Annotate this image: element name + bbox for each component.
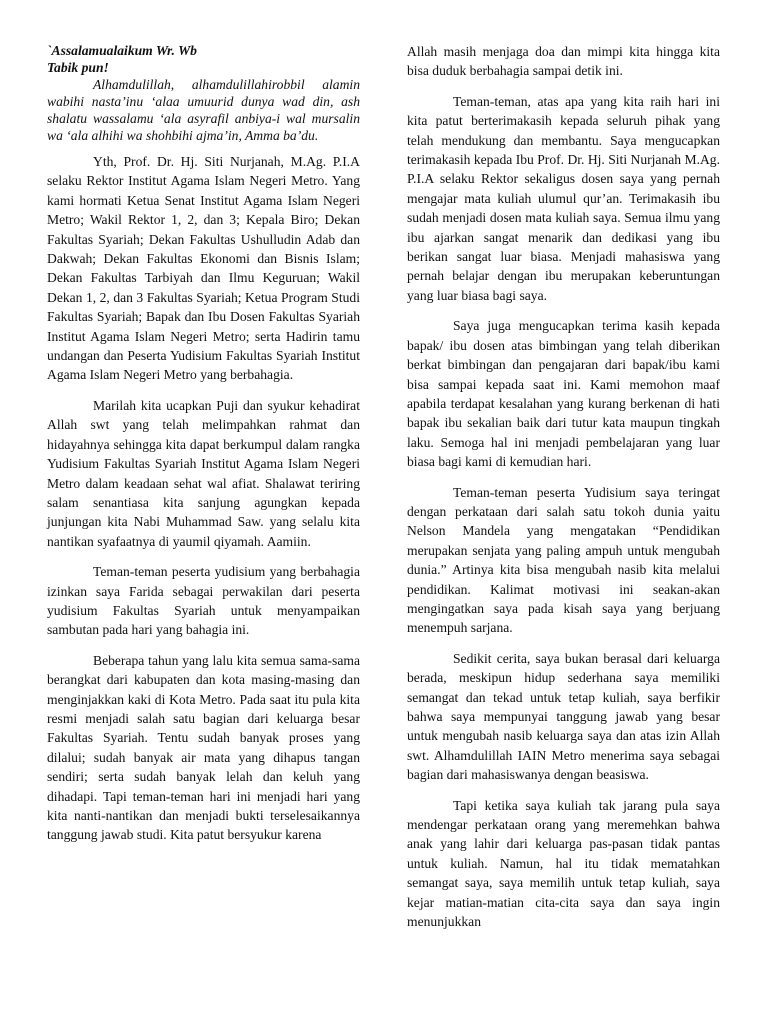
continuation-paragraph: Allah masih menjaga doa dan mimpi kita hingga kita bisa duduk berbahagia sampai detik ini. xyxy=(407,44,720,79)
mandela-quote-paragraph: Teman-teman peserta Yudisium saya teringat dengan perkataan dari salah satu tokoh dunia yaitu Nelson Mandela yang mengatakan “Pendidikan merupakan senjata yang paling ampuh untuk mengubah dunia.” Artinya kita bisa mengubah nasib kita melalui pendidikan. Kalimat motivasi ini seakan-akan mengingatkan saya pada kisah saya yang berjuang menempuh sarjana. xyxy=(407,484,720,636)
journey-paragraph: Beberapa tahun yang lalu kita semua sama-sama berangkat dari kabupaten dan kota masing-masing dan menginjakkan kaki di Kota Metro. Pada saat itu pula kita resmi menjadi salah satu bagian dari keluarga besar Fakultas Syariah. Tentu sudah banyak proses yang dilalui; sudah banyak air mata yang dihapus tangan sendiri; serta sudah banyak lelah dan keluh yang dihadapi. Tapi teman-teman hari ini menjadi hari yang kita nanti-nantikan dan menjadi bukti terselesaikannya tanggung jawab studi. Kita patut bersyukur karena xyxy=(47,652,360,843)
greeting-salam: `Assalamualaikum Wr. Wb xyxy=(47,43,197,58)
left-column xyxy=(47,42,360,856)
opening-prayer: Alhamdulillah, alhamdulillahirobbil alamin wabihi nasta’inu ‘alaa umuurid dunya wad din, ash shalatu wassalamu ‘ala asyrafil anbiya-i wal mursalin wa ‘ala alhihi wa shohbihi ajma’in, Amma ba’du. xyxy=(47,77,360,143)
perseverance-paragraph: Tapi ketika saya kuliah tak jarang pula saya mendengar perkataan orang yang meremehkan bahwa anak yang lahir dari keluarga pas-pasan tidak pantas untuk kuliah. Namun, hal itu tidak mematahkan semangat saya, saya memilih untuk tetap kuliah, saya kejar matian-matian cita-cita saya dan saya ingin menunjukkan xyxy=(407,797,720,930)
greeting-tabik: Tabik pun! xyxy=(47,60,109,75)
personal-story-paragraph: Sedikit cerita, saya bukan berasal dari keluarga berada, meskipun hidup sederhana saya memiliki semangat dan tekad untuk tetap kuliah, saya berfikir bahwa saya mempunyai tanggung jawab yang besar untuk mengubah nasib keluarga saya dan atas izin Allah swt. Alhamdulillah IAIN Metro menerima saya sebagai bagian dari mahasiswanya dengan beasiswa. xyxy=(407,650,720,783)
thanks-rector-paragraph: Teman-teman, atas apa yang kita raih hari ini kita patut berterimakasih kepada seluruh pihak yang telah mendukung dan membantu. Saya mengucapkan terimakasih kepada Ibu Prof. Dr. Hj. Siti Nurjanah M.Ag. P.I.A selaku Rektor sekaligus dosen saya yang pernah mengajar mata kuliah ulumul qur’an. Terimakasih ibu sudah menjadi dosen mata kuliah saya. Semua ilmu yang ibu ajarkan sangat menarik dan dedikasi yang ibu berikan sangat luar biasa. Menjadi mahasiswa yang pernah belajar dengan ibu merupakan keberuntungan yang luar biasa bagi saya. xyxy=(407,93,720,303)
thanks-lecturers-paragraph: Saya juga mengucapkan terima kasih kepada bapak/ ibu dosen atas bimbingan yang telah diberikan berkat bimbingan dan pengajaran dari bapak/ibu kami bisa sampai kepada saat ini. Kami memohon maaf apabila terdapat kesalahan yang kurang berkenan di hati bapak ibu sekalian baik dari tutur kata maupun tingkah laku. Semoga hal ini menjadi pembelajaran yang luar biasa bagi kami di kemudian hari. xyxy=(407,318,720,470)
right-column xyxy=(407,42,720,942)
introduction-paragraph: Teman-teman peserta yudisium yang berbahagia izinkan saya Farida sebagai perwakilan dari peserta yudisium Fakultas Syariah untuk menyampaikan sambutan pada hari yang bahagia ini. xyxy=(47,564,360,638)
gratitude-paragraph: Marilah kita ucapkan Puji dan syukur kehadirat Allah swt yang telah melimpahkan rahmat dan hidayahnya sehingga kita dapat berkumpul dalam rangka Yudisium Fakultas Syariah Institut Agama Islam Negeri Metro dalam keadaan sehat wal afiat. Shalawat teriring salam senantiasa kita sanjung agungkan kepada junjungan kita Nabi Muhammad Saw. yang selalu kita nantikan syafaatnya di yaumil qiyamah. Aamiin. xyxy=(47,397,360,549)
salutation-paragraph: Yth, Prof. Dr. Hj. Siti Nurjanah, M.Ag. P.I.A selaku Rektor Institut Agama Islam Negeri Metro. Yang kami hormati Ketua Senat Institut Agama Islam Negeri Metro; Wakil Rektor 1, 2, dan 3; Kepala Biro; Dekan Fakultas Syariah; Dekan Fakultas Ushulludin Adab dan Dakwah; Dekan Fakultas Ekonomi dan Bisnis Islam; Dekan Fakultas Tarbiyah dan Ilmu Keguruan; Wakil Dekan 1, 2, dan 3 Fakultas Syariah; Ketua Program Studi Fakultas Syariah; Bapak dan Ibu Dosen Fakultas Syariah Institut Agama Islam Negeri Metro; serta Hadirin tamu undangan dan Peserta Yudisium Fakultas Syariah Institut Agama Islam Negeri Metro yang berbahagia. xyxy=(47,154,360,383)
